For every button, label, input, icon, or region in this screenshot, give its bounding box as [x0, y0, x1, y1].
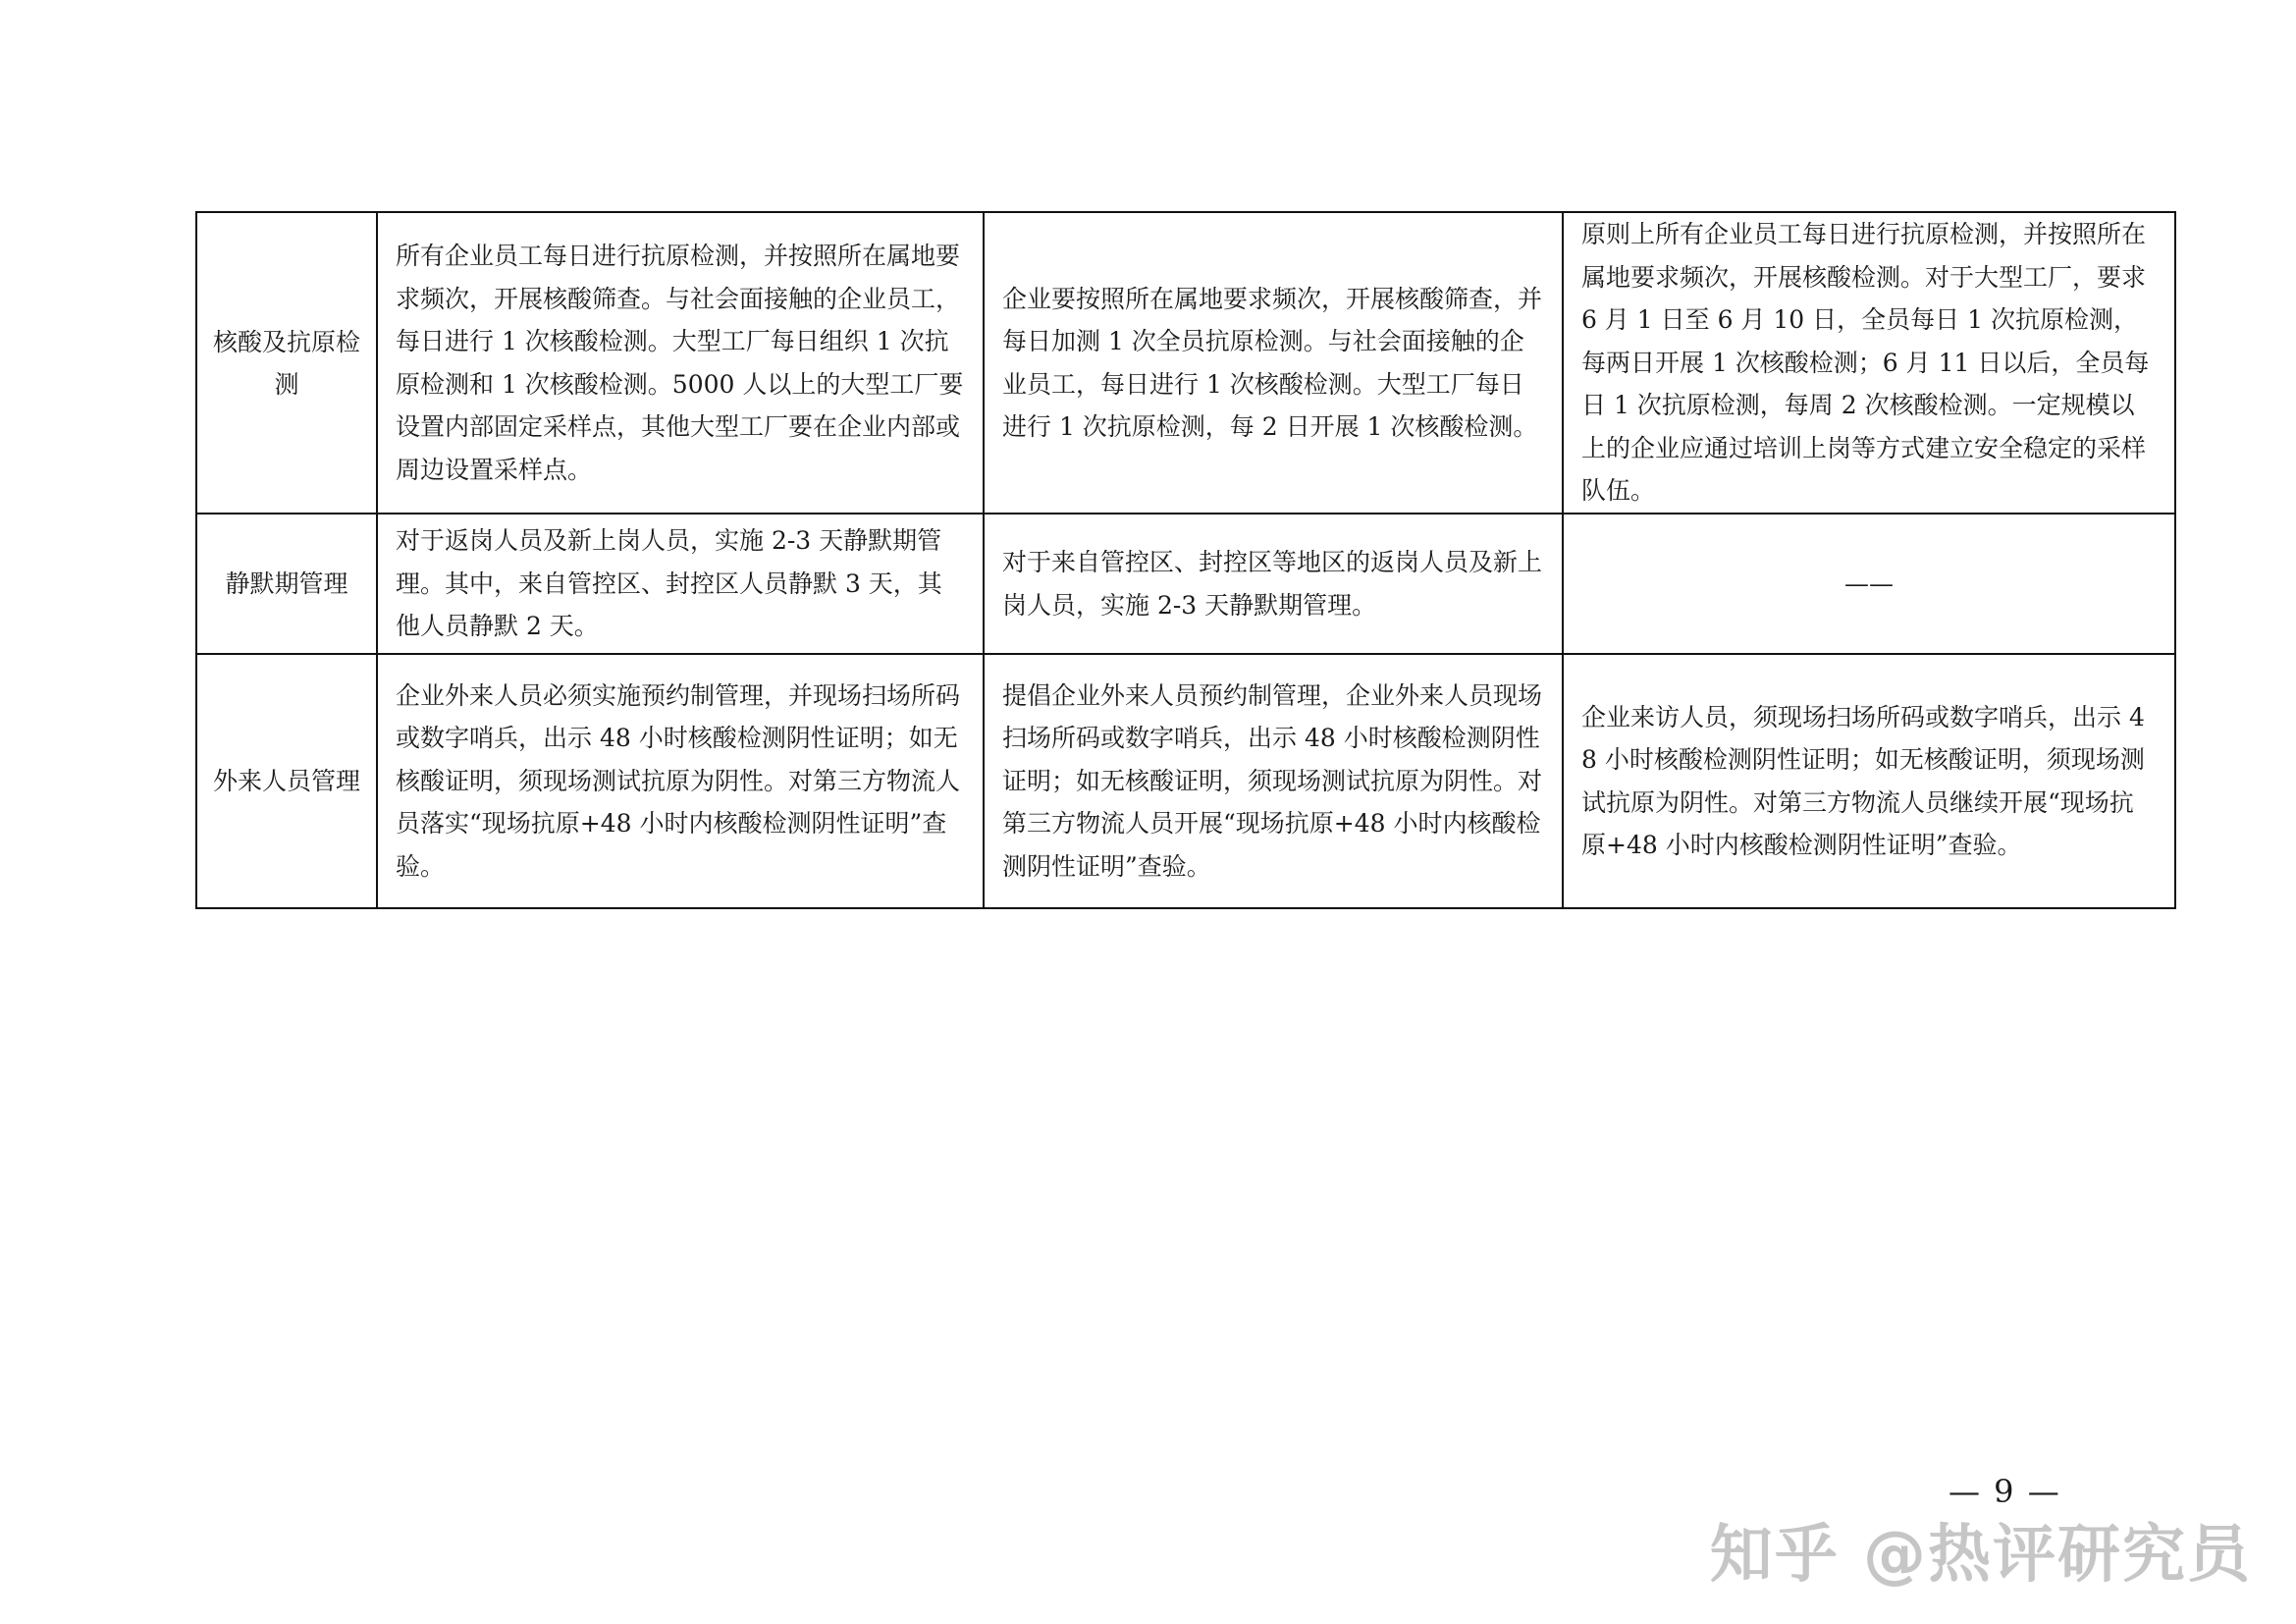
table-cell: 企业外来人员必须实施预约制管理，并现场扫场所码或数字哨兵，出示 48 小时核酸检测阴性证明；如无核酸证明，须现场测试抗原为阴性。对第三方物流人员落实“现场抗原+48 小时内核酸检测阴性证明”查验。: [377, 654, 984, 908]
row-label: 静默期管理: [196, 514, 377, 654]
policy-comparison-table: [195, 211, 2176, 909]
table-row: [196, 212, 2175, 514]
row-label: 外来人员管理: [196, 654, 377, 908]
table-cell: 提倡企业外来人员预约制管理，企业外来人员现场扫场所码或数字哨兵，出示 48 小时核酸检测阴性证明；如无核酸证明，须现场测试抗原为阴性。对第三方物流人员开展“现场抗原+48 小时内核酸检测阴性证明”查验。: [984, 654, 1563, 908]
table-row: [196, 514, 2175, 654]
row-label: 核酸及抗原检测: [196, 212, 377, 514]
table-cell: 对于返岗人员及新上岗人员，实施 2-3 天静默期管理。其中，来自管控区、封控区人员静默 3 天，其他人员静默 2 天。: [377, 514, 984, 654]
page-number: — 9 —: [1949, 1473, 2061, 1510]
table-cell: 企业要按照所在属地要求频次，开展核酸筛查，并每日加测 1 次全员抗原检测。与社会面接触的企业员工，每日进行 1 次核酸检测。大型工厂每日进行 1 次抗原检测，每 2 日开展 1 次核酸检测。: [984, 212, 1563, 514]
table-cell: 企业来访人员，须现场扫场所码或数字哨兵，出示 48 小时核酸检测阴性证明；如无核酸证明，须现场测试抗原为阴性。对第三方物流人员继续开展“现场抗原+48 小时内核酸检测阴性证明”查验。: [1563, 654, 2175, 908]
table-row: [196, 654, 2175, 908]
table-cell: 原则上所有企业员工每日进行抗原检测，并按照所在属地要求频次，开展核酸检测。对于大型工厂，要求 6 月 1 日至 6 月 10 日，全员每日 1 次抗原检测，每两日开展 1 次核酸检测；6 月 11 日以后，全员每日 1 次抗原检测，每周 2 次核酸检测。一定规模以上的企业应通过培训上岗等方式建立安全稳定的采样队伍。: [1563, 212, 2175, 514]
table-cell: 对于来自管控区、封控区等地区的返岗人员及新上岗人员，实施 2-3 天静默期管理。: [984, 514, 1563, 654]
table-cell: 所有企业员工每日进行抗原检测，并按照所在属地要求频次，开展核酸筛查。与社会面接触的企业员工，每日进行 1 次核酸检测。大型工厂每日组织 1 次抗原检测和 1 次核酸检测。5000 人以上的大型工厂要设置内部固定采样点，其他大型工厂要在企业内部或周边设置采样点。: [377, 212, 984, 514]
watermark: 知乎 @热评研究员: [1709, 1519, 2252, 1592]
table-cell-empty-dash: ——: [1563, 514, 2175, 654]
